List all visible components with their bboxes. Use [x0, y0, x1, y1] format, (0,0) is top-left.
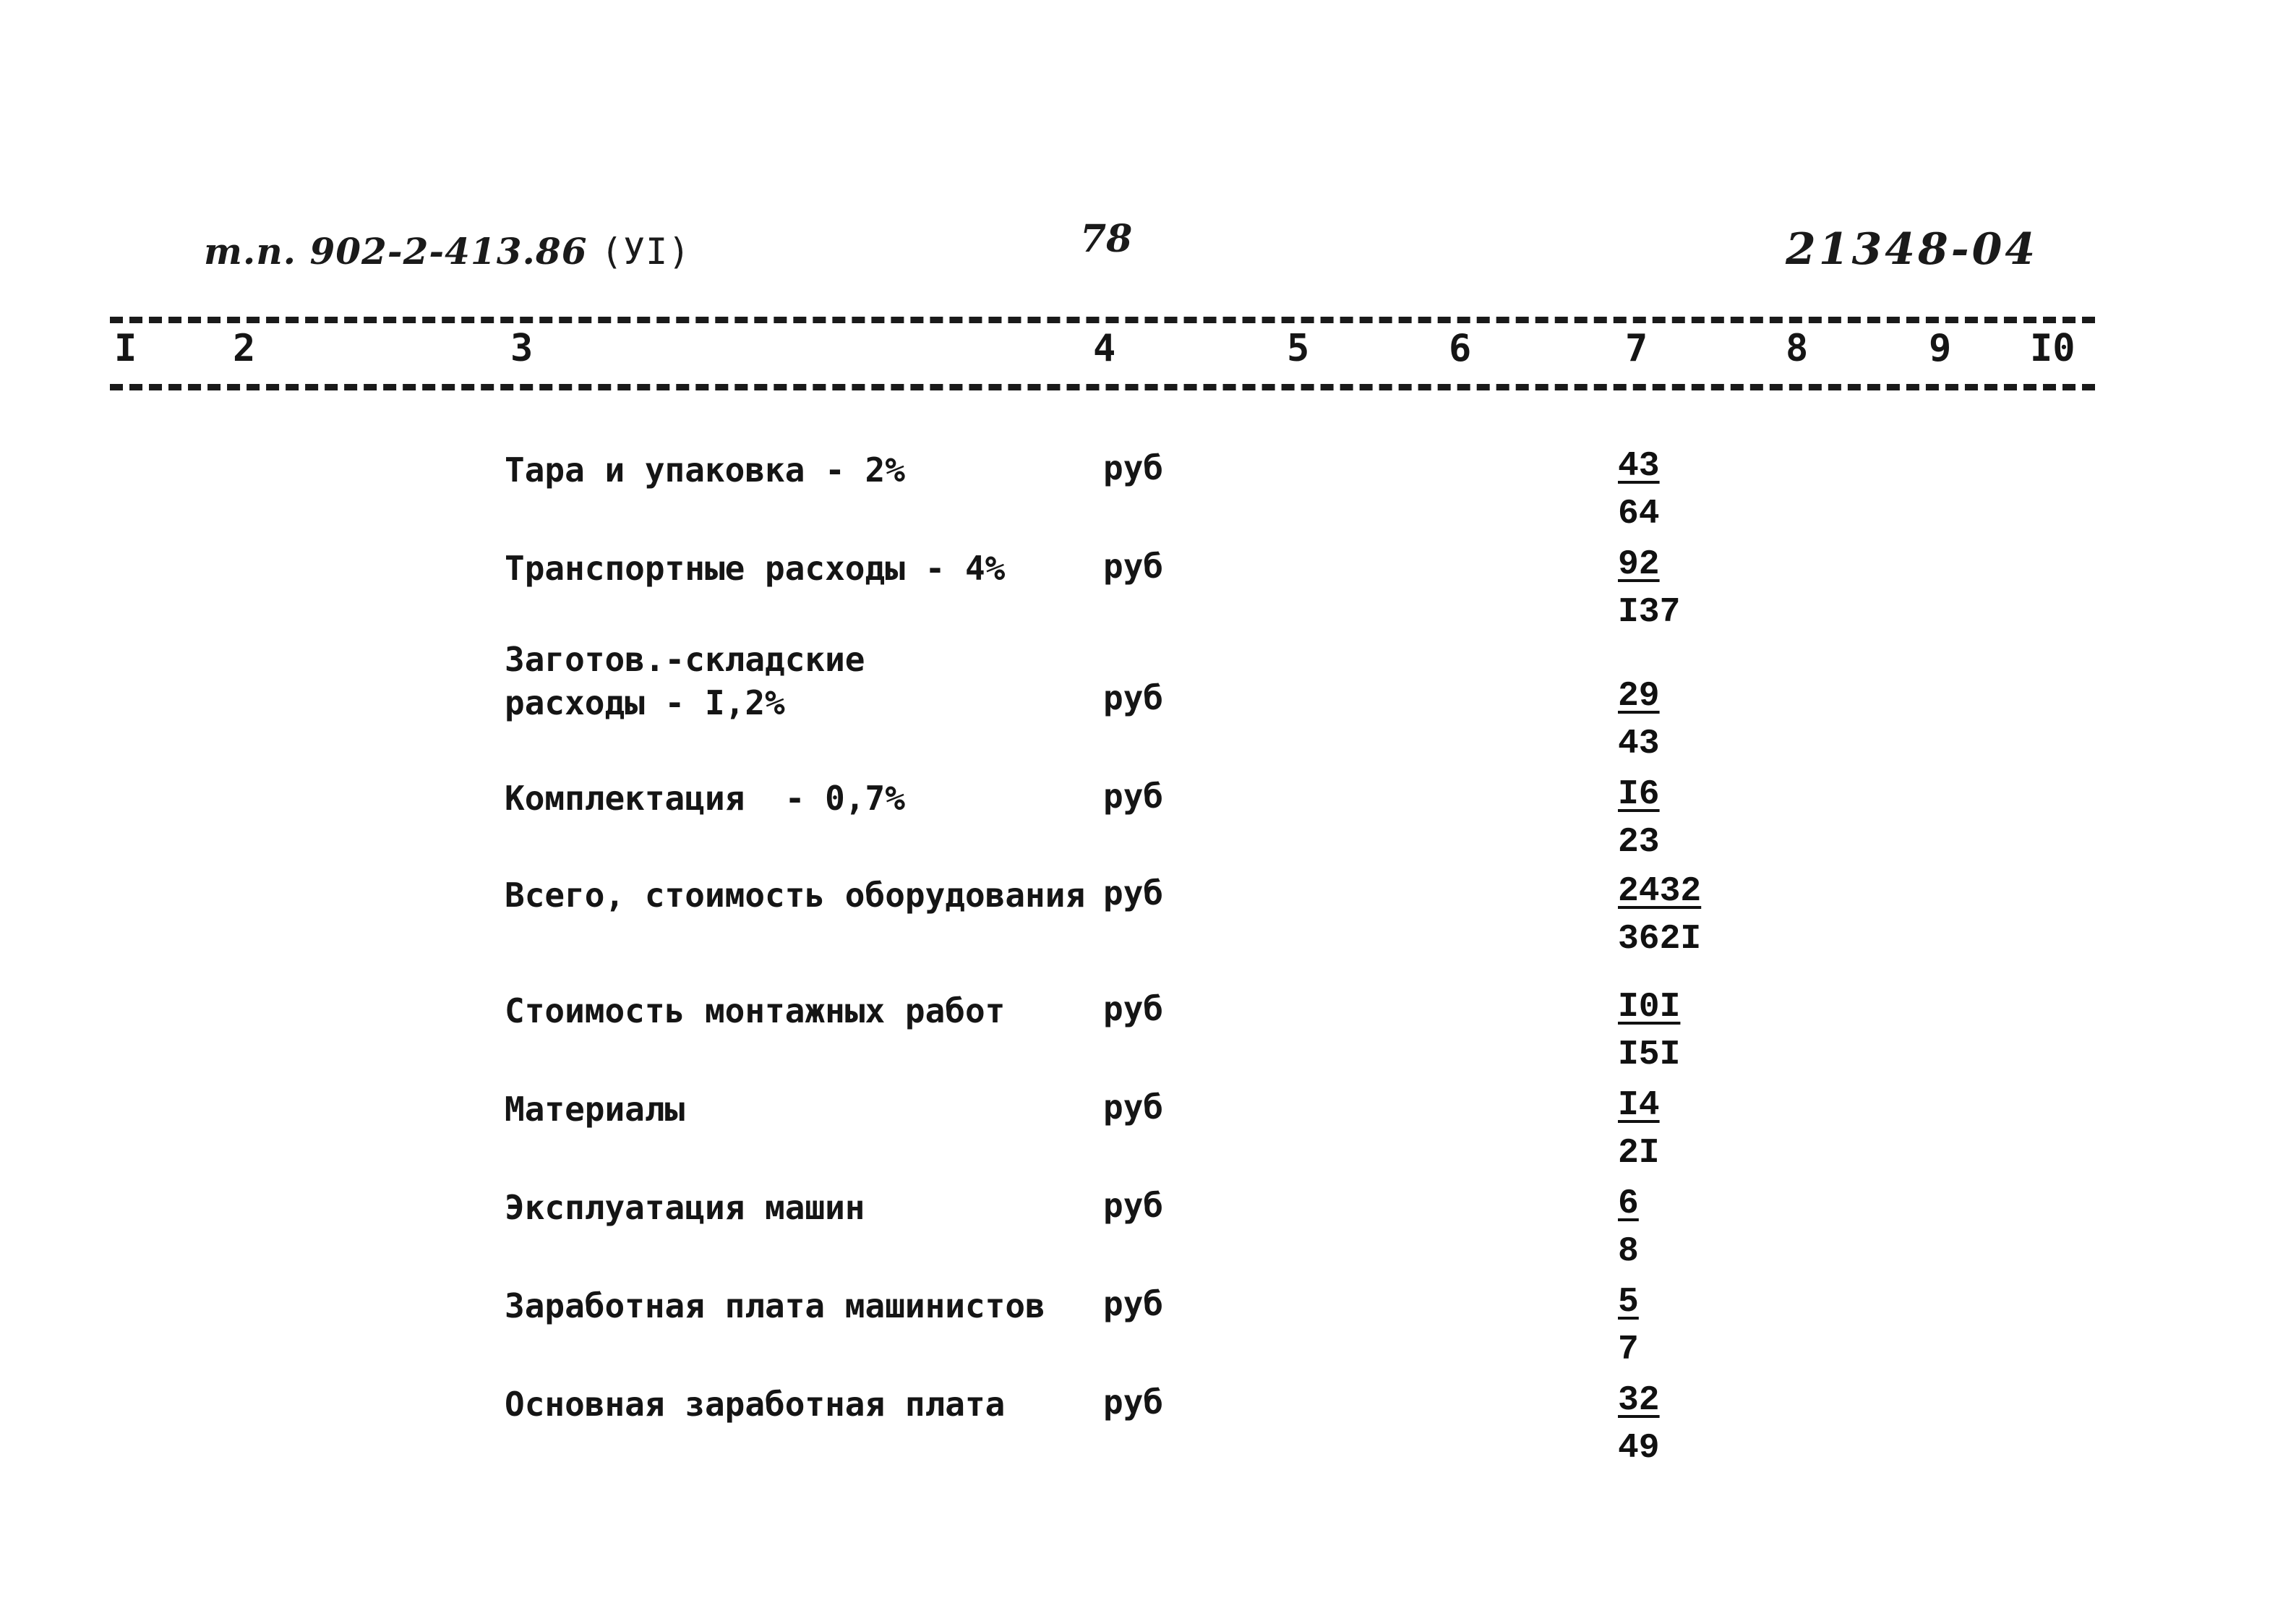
- value-bottom: 7: [1618, 1330, 1639, 1369]
- document-code: [204, 230, 690, 273]
- row-label-machine-operation: Эксплуатация машин: [505, 1188, 865, 1227]
- column-header-8: 8: [1786, 327, 1809, 370]
- column-header-9: 9: [1929, 327, 1952, 370]
- row-value-equipment-total: [1618, 868, 1708, 963]
- column-header-5: 5: [1287, 327, 1310, 370]
- row-label-equipment-total: Всего, стоимость оборудования: [505, 876, 1086, 915]
- column-header-7: 7: [1625, 327, 1648, 370]
- row-value-procurement: [1618, 672, 1667, 768]
- page-number: 78: [1080, 217, 1133, 261]
- row-value-materials: [1618, 1082, 1667, 1177]
- row-unit-installation-cost: руб: [1103, 989, 1164, 1028]
- value-bottom: 64: [1618, 495, 1660, 534]
- row-value-operator-wages: [1618, 1278, 1646, 1374]
- row-value-machine-operation: [1618, 1180, 1646, 1275]
- document-section: (УI): [600, 231, 691, 273]
- value-bottom: 43: [1618, 725, 1660, 764]
- row-unit-materials: руб: [1103, 1087, 1164, 1127]
- header-divider-bottom: [110, 384, 2095, 390]
- sheet-id: 21348-04: [1786, 224, 2039, 275]
- row-unit-equipment-total: руб: [1103, 873, 1164, 913]
- value-top: I0I: [1618, 988, 1681, 1027]
- value-top: I6: [1618, 775, 1660, 814]
- column-header-3: 3: [510, 327, 534, 370]
- column-header-4: 4: [1093, 327, 1116, 370]
- column-header-2: 2: [233, 327, 256, 370]
- row-unit-base-wages: руб: [1103, 1382, 1164, 1422]
- row-label-procurement: Заготов.-складские расходы - I,2%: [505, 640, 865, 722]
- row-label-materials: Материалы: [505, 1090, 685, 1129]
- row-value-installation-cost: [1618, 983, 1687, 1079]
- row-label-completion: Комплектация - 0,7%: [505, 779, 905, 818]
- value-bottom: 23: [1618, 823, 1660, 862]
- row-unit-packaging: руб: [1103, 448, 1164, 487]
- row-label-operator-wages: Заработная плата машинистов: [505, 1286, 1045, 1325]
- row-unit-procurement: руб: [1103, 678, 1164, 717]
- value-bottom: 49: [1618, 1429, 1660, 1468]
- row-label-installation-cost: Стоимость монтажных работ: [505, 991, 1006, 1030]
- row-unit-machine-operation: руб: [1103, 1186, 1164, 1225]
- row-value-completion: [1618, 771, 1667, 866]
- value-top: I4: [1618, 1086, 1660, 1125]
- value-top: 5: [1618, 1283, 1639, 1322]
- value-bottom: I5I: [1618, 1035, 1681, 1074]
- row-value-base-wages: [1618, 1377, 1667, 1472]
- column-header-1: I: [114, 327, 137, 370]
- row-label-transport: Транспортные расходы - 4%: [505, 549, 1006, 588]
- column-header-10: I0: [2030, 327, 2076, 370]
- value-bottom: I37: [1618, 593, 1681, 632]
- row-unit-completion: руб: [1103, 777, 1164, 816]
- value-top: 29: [1618, 677, 1660, 716]
- value-top: 32: [1618, 1381, 1660, 1420]
- document-code-number: т.п. 902-2-413.86: [204, 230, 588, 273]
- row-unit-transport: руб: [1103, 547, 1164, 586]
- column-header-6: 6: [1449, 327, 1472, 370]
- value-top: 43: [1618, 447, 1660, 486]
- row-label-packaging: Тара и упаковка - 2%: [505, 450, 905, 490]
- header-divider-top: [110, 317, 2095, 323]
- row-value-transport: [1618, 541, 1680, 636]
- value-bottom: 2I: [1618, 1134, 1660, 1173]
- row-value-packaging: [1618, 443, 1667, 538]
- row-unit-operator-wages: руб: [1103, 1284, 1164, 1323]
- value-bottom: 8: [1618, 1232, 1639, 1271]
- value-top: 6: [1618, 1184, 1639, 1223]
- value-top: 92: [1618, 545, 1660, 584]
- value-top: 2432: [1618, 872, 1702, 911]
- row-label-base-wages: Основная заработная плата: [505, 1385, 1006, 1424]
- value-bottom: 362I: [1618, 920, 1702, 959]
